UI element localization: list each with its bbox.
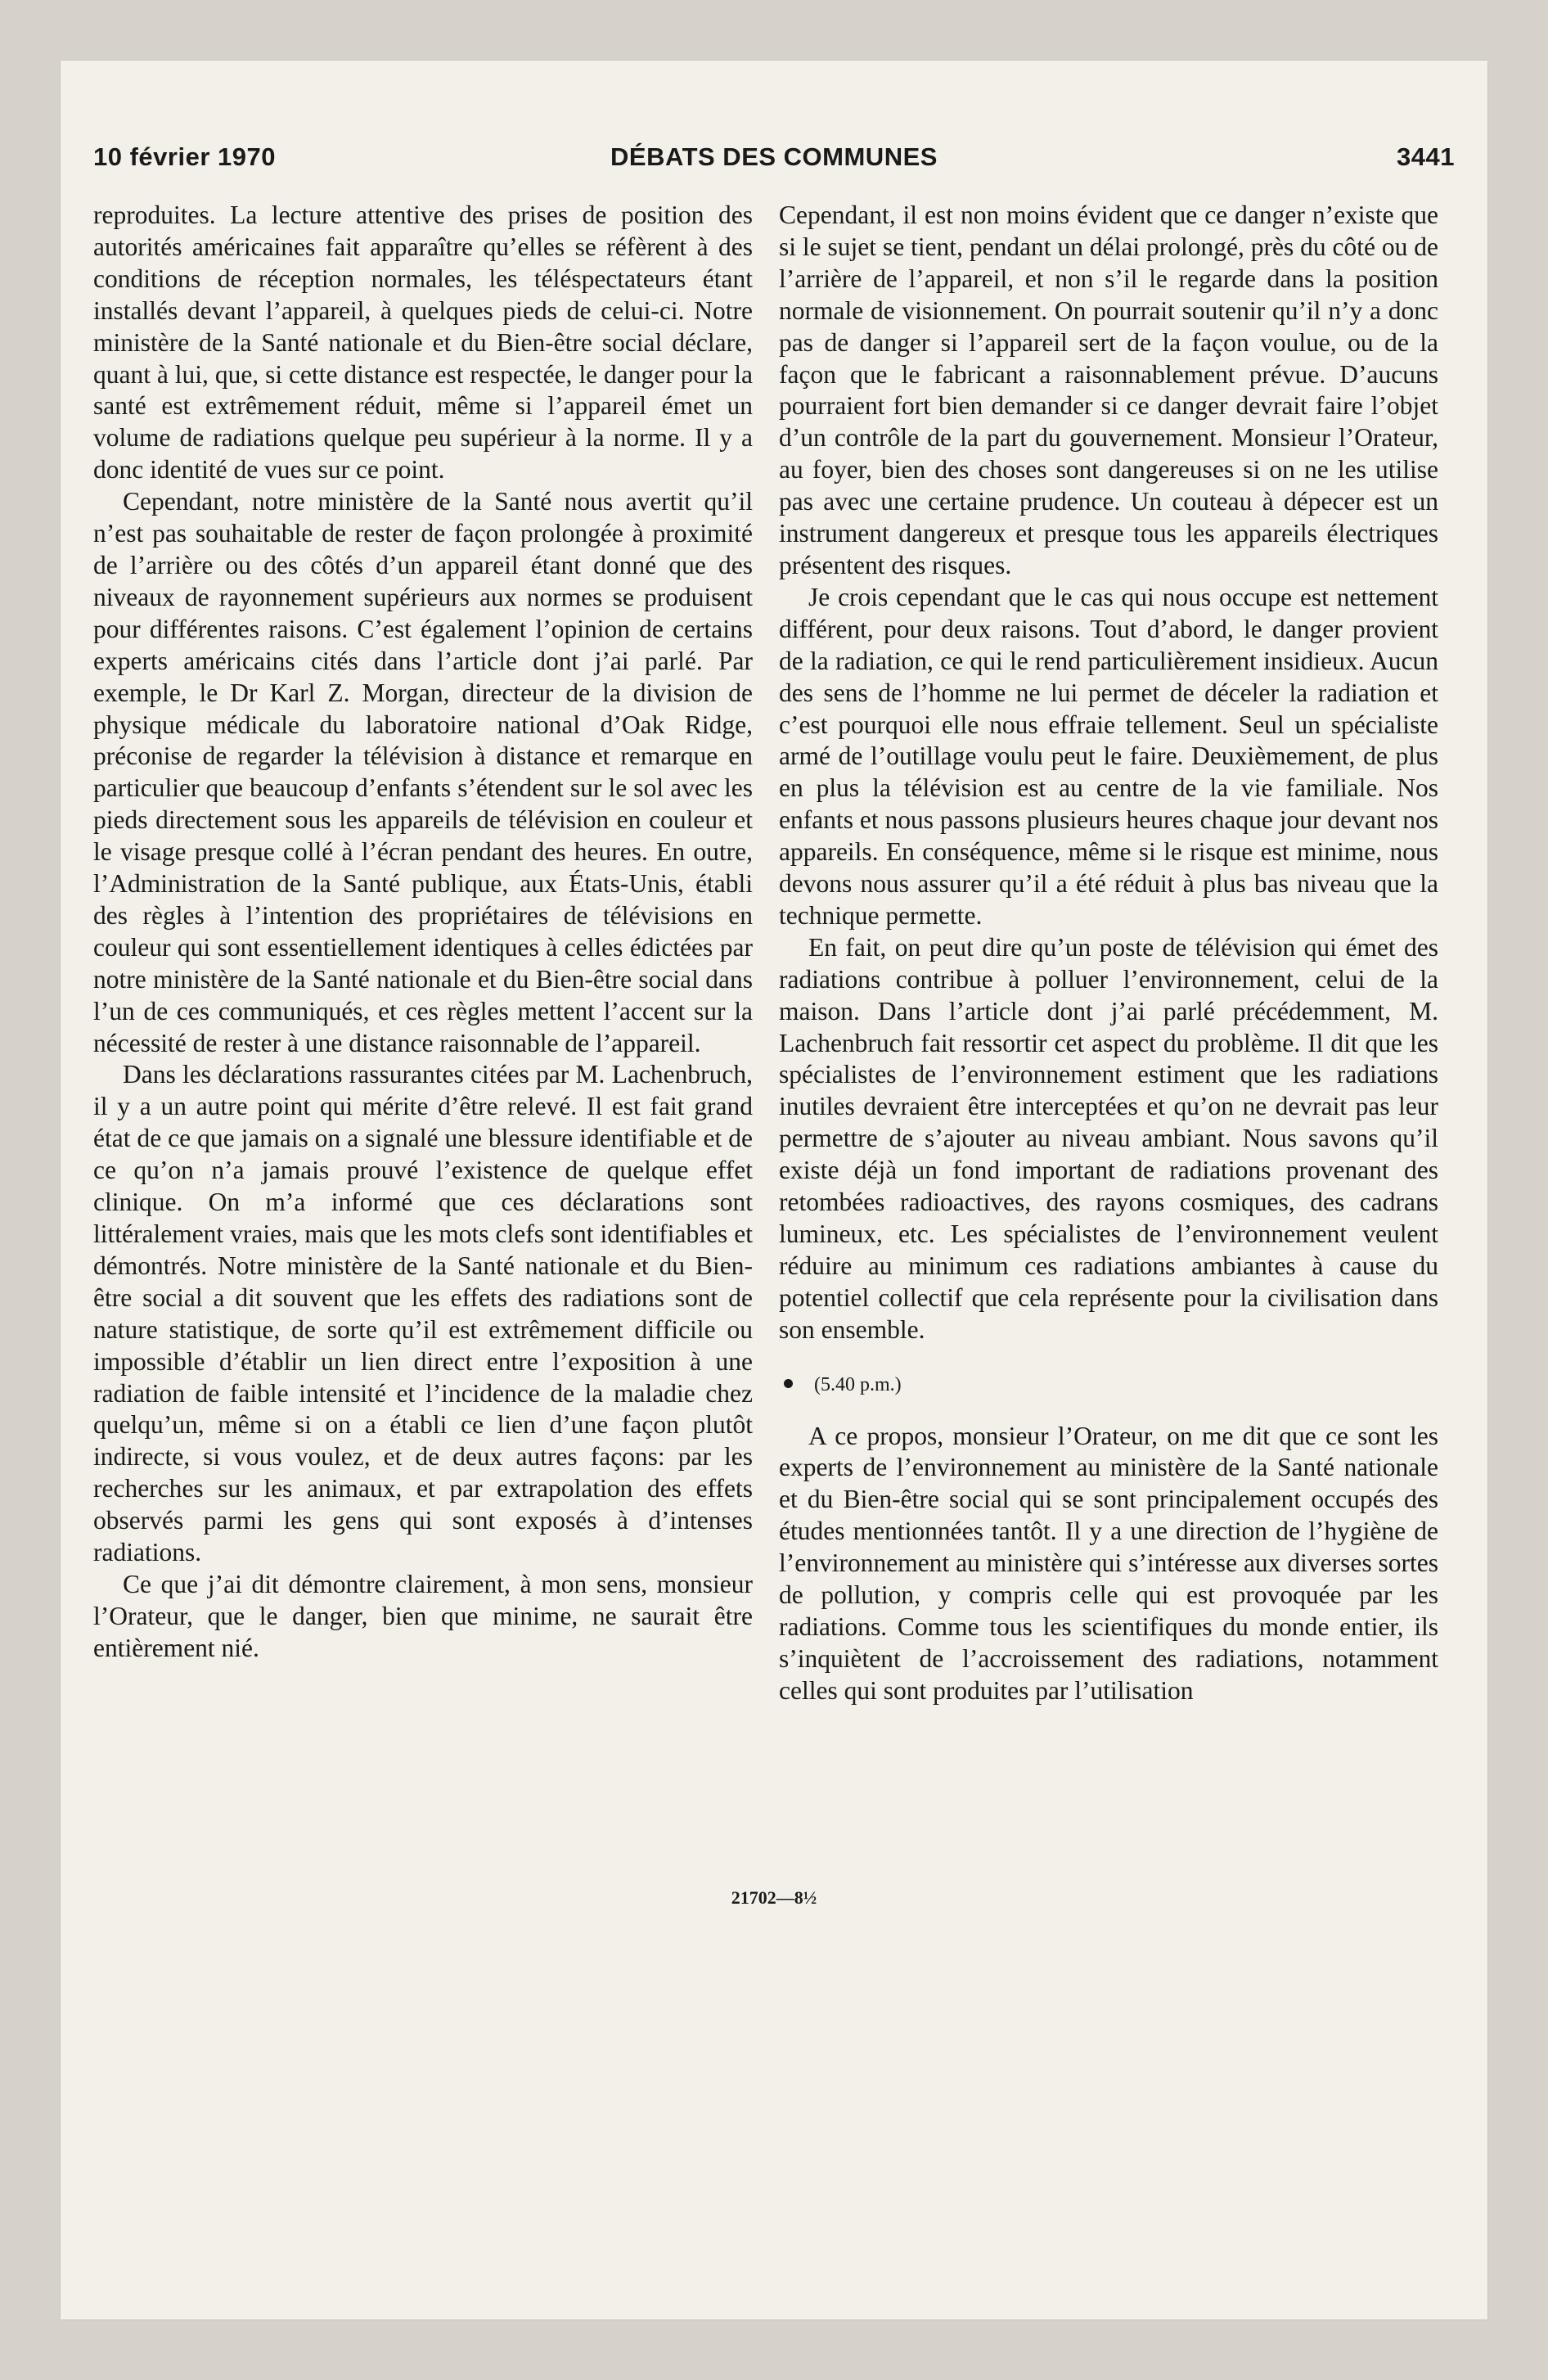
bullet-icon bbox=[784, 1379, 793, 1388]
left-column bbox=[93, 200, 753, 1665]
left-paragraph-4: Ce que j’ai dit démontre clairement, à mon sens, monsieur l’Orateur, que le danger, bien que minime, ne saurait être entièrement nié. bbox=[93, 1569, 753, 1662]
footer-signature: 21702—8½ bbox=[731, 1887, 817, 1908]
right-paragraph-1: Cependant, il est non moins évident que ce danger n’existe que si le sujet se tient, pendant un délai prolongé, près du côté ou de l’arrière de l’appareil, et non s’il le regarde dans la position normale de visionnement. On pourrait soutenir qu’il n’y a donc pas de danger si l’appareil sert de la façon voulue, ou de la façon que le fabricant a raisonnablement prévue. D’aucuns pourraient fort bien demander si ce danger devrait faire l’objet d’un contrôle de la part du gouvernement. Monsieur l’Orateur, au foyer, bien des choses sont dangereuses si on ne les utilise pas avec une certaine prudence. Un couteau à dépecer est un instrument dangereux et presque tous les appareils électriques présentent des risques. bbox=[779, 201, 1438, 579]
header-date: 10 février 1970 bbox=[93, 142, 276, 171]
document-page bbox=[61, 61, 1487, 2319]
right-paragraph-2: Je crois cependant que le cas qui nous occupe est nettement différent, pour deux raisons. Tout d’abord, le danger provient de la radiation, ce qui le rend particulièrement insidieux. Aucun des sens de l’homme ne lui permet de déceler la radiation et c’est pourquoi elle nous effraie tellement. Seul un spécialiste armé de l’outillage voulu peut le faire. Deuxièmement, de plus en plus la télévision est au centre de la vie familiale. Nos enfants et nous passons plusieurs heures chaque jour devant nos appareils. En conséquence, même si le risque est minime, nous devons nous assurer qu’il a été réduit à plus bas niveau que la technique permette. bbox=[779, 582, 1438, 930]
time-marker-text: (5.40 p.m.) bbox=[814, 1373, 902, 1395]
right-paragraph-3: En fait, on peut dire qu’un poste de télévision qui émet des radiations contribue à polluer l’environnement, celui de la maison. Dans l’article dont j’ai parlé précédemment, M. Lachenbruch fait ressortir cet aspect du problème. Il dit que les spécialistes de l’environnement estiment que les radiations inutiles devraient être interceptées et qu’on ne devrait pas leur permettre de s’ajouter au niveau ambiant. Nous savons qu’il existe déjà un fond important de radiations provenant des retombées radioactives, des rayons cosmiques, des cadrans lumineux, etc. Les spécialistes de l’environnement veulent réduire au minimum ces radiations ambiantes à cause du potentiel collectif que cela représente pour la civilisation dans son ensemble. bbox=[779, 932, 1438, 1344]
left-paragraph-3: Dans les déclarations rassurantes citées par M. Lachenbruch, il y a un autre point qui mérite d’être relevé. Il est fait grand état de ce que jamais on a signalé une blessure identifiable et de ce qu’on n’a jamais prouvé l’existence de quelque effet clinique. On m’a informé que ces déclarations sont littéralement vraies, mais que les mots clefs sont identifiables et démontrés. Notre ministère de la Santé nationale et du Bien-être social a dit souvent que les effets des radiations sont de nature statistique, de sorte qu’il est extrêmement difficile ou impossible d’établir un lien direct entre l’exposition à une radiation de faible intensité et l’incidence de la maladie chez quelqu’un, même si on a établi ce lien d’une façon plutôt indirecte, si vous voulez, et de deux autres façons: par les recherches sur les animaux, et par extrapolation des effets observés parmi les gens qui sont exposés à d’intenses radiations. bbox=[93, 1060, 753, 1567]
header-page-number: 3441 bbox=[1397, 142, 1455, 171]
page-header bbox=[93, 142, 1455, 183]
left-paragraph-1: reproduites. La lecture attentive des prises de position des autorités américaines fait apparaître qu’elles se réfèrent à des conditions de réception normales, les téléspectateurs étant installés devant l’appareil, à quelques pieds de celui-ci. Notre ministère de la Santé nationale et du Bien-être social déclare, quant à lui, que, si cette distance est respectée, le danger pour la santé est extrêmement réduit, même si l’appareil émet un volume de radiations quelque peu supérieur à la norme. Il y a donc identité de vues sur ce point. bbox=[93, 201, 753, 485]
left-paragraph-2: Cependant, notre ministère de la Santé nous avertit qu’il n’est pas souhaitable de rester de façon prolongée à proximité de l’arrière ou des côtés d’un appareil étant donné que des niveaux de rayonnement supérieurs aux normes se produisent pour différentes raisons. C’est également l’opinion de certains experts américains cités dans l’article dont j’ai parlé. Par exemple, le Dr Karl Z. Morgan, directeur de la division de physique médicale du laboratoire national d’Oak Ridge, préconise de regarder la télévision à distance et remarque en particulier que beaucoup d’enfants s’étendent sur le sol avec les pieds directement sous les appareils de télévision en couleur et le visage presque collé à l’écran pendant des heures. En outre, l’Administration de la Santé publique, aux États-Unis, établi des règles à l’intention des propriétaires de télévisions en couleur qui sont essentiellement identiques à celles édictées par notre ministère de la Santé nationale et du Bien-être social dans l’un de ces communiqués, et ces règles mettent l’accent sur la nécessité de rester à une distance raisonnable de l’appareil. bbox=[93, 487, 753, 1057]
header-title: DÉBATS DES COMMUNES bbox=[610, 142, 938, 171]
right-paragraph-4: A ce propos, monsieur l’Orateur, on me dit que ce sont les experts de l’environnement au ministère de la Santé nationale et du Bien-être social qui se sont principalement occupés des études mentionnées tantôt. Il y a une direction de l’hygiène de l’environnement au ministère qui s’intéresse aux diverses sortes de pollution, y compris celle qui est provoquée par les radiations. Comme tous les scientifiques du monde entier, ils s’inquiètent de l’accroissement des radiations, notamment celles qui sont produites par l’utilisation bbox=[779, 1421, 1438, 1705]
right-column bbox=[779, 200, 1438, 1707]
time-marker bbox=[779, 1369, 1438, 1401]
